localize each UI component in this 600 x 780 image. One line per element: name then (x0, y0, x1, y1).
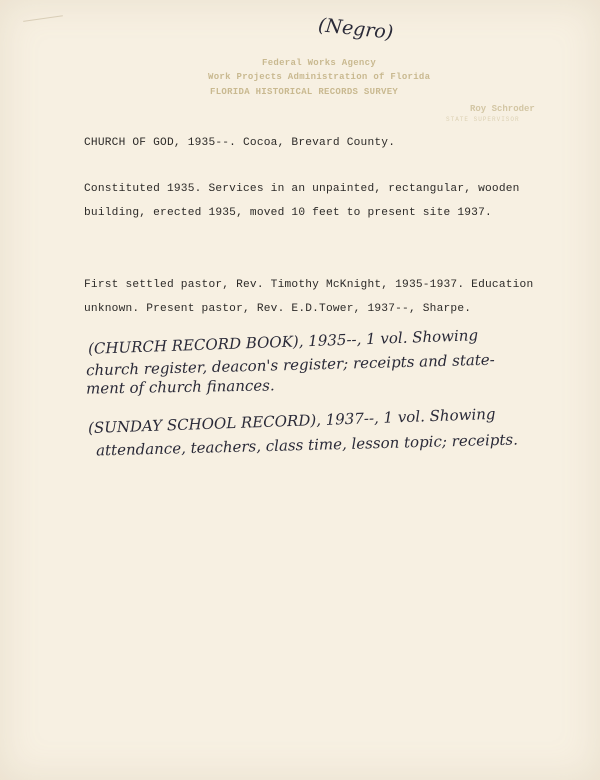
record-paragraph1-line1: Constituted 1935. Services in an unpainted, rectangular, wooden (84, 183, 520, 195)
handwritten-entry1-line2: church register, deacon's register; receipts and state- (85, 350, 495, 380)
record-title: CHURCH OF GOD, 1935--. Cocoa, Brevard County. (84, 137, 396, 149)
header-supervisor-title: STATE SUPERVISOR (446, 116, 520, 123)
header-survey: FLORIDA HISTORICAL RECORDS SURVEY (210, 87, 399, 97)
record-paragraph2-line2: unknown. Present pastor, Rev. E.D.Tower, 1937--, Sharpe. (84, 303, 472, 315)
record-paragraph1-line2: building, erected 1935, moved 10 feet to present site 1937. (84, 207, 492, 219)
header-administration: Work Projects Administration of Florida (208, 72, 431, 82)
handwritten-entry2-line2: attendance, teachers, class time, lesson topic; receipts. (95, 430, 519, 460)
handwritten-negro-note: (Negro) (317, 14, 395, 44)
paper-mark (23, 15, 65, 35)
header-supervisor-name: Roy Schroder (470, 104, 535, 114)
handwritten-entry1-line3: ment of church finances. (85, 376, 275, 398)
header-agency: Federal Works Agency (262, 58, 377, 68)
handwritten-entry1-line1: (CHURCH RECORD BOOK), 1935--, 1 vol. Showing (87, 326, 479, 358)
handwritten-entry2-line1: (SUNDAY SCHOOL RECORD), 1937--, 1 vol. Showing (87, 404, 496, 438)
record-paragraph2-line1: First settled pastor, Rev. Timothy McKnight, 1935-1937. Education (84, 279, 534, 291)
